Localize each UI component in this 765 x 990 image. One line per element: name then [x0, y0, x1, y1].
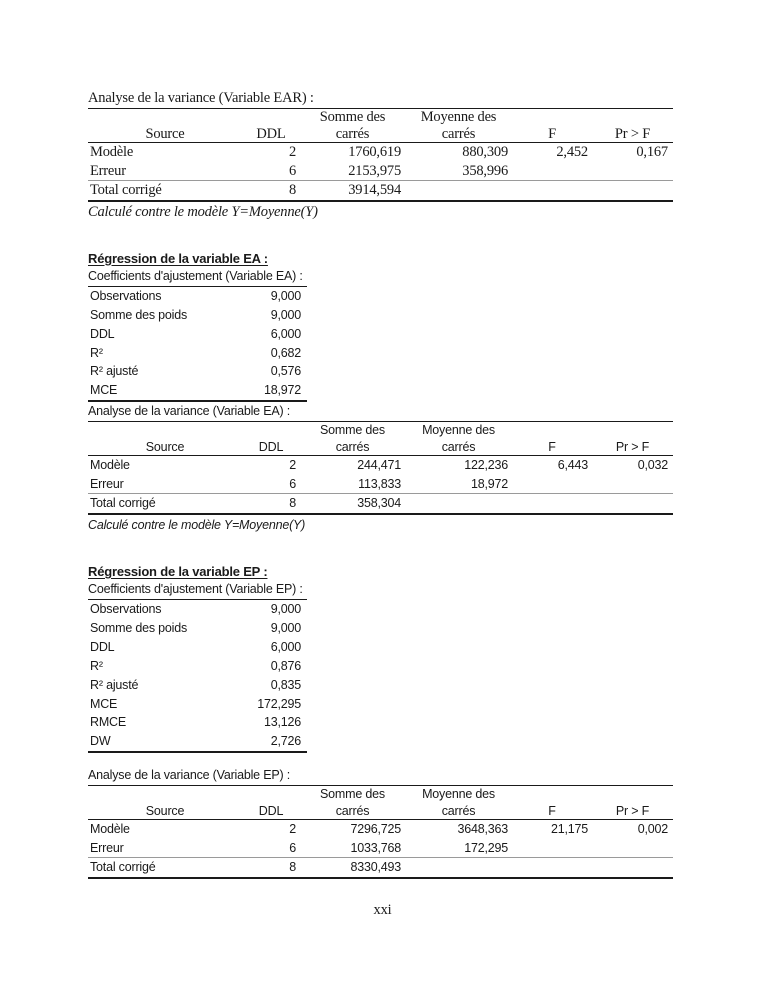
cell-somme-carres: 1760,619 [348, 144, 401, 160]
cell-moyenne-carres [405, 494, 512, 514]
cell-f: 21,175 [550, 822, 588, 837]
coef-value: 0,876 [270, 658, 301, 673]
coef-value: 9,000 [270, 288, 301, 303]
anova-header-row [88, 438, 673, 456]
coef-title-ep: Coefficients d'ajustement (Variable EP) : [88, 582, 307, 600]
header-source: Source [88, 802, 242, 820]
anova-header-top-row [88, 422, 673, 438]
coef-label: DDL [90, 326, 115, 341]
header-carres-ms: carrés [405, 438, 512, 456]
cell-source: Erreur [90, 476, 124, 491]
cell-ddl: 6 [288, 162, 296, 179]
header-pr-f: Pr > F [592, 125, 673, 143]
cell-source: Modèle [90, 458, 130, 473]
cell-ddl: 8 [242, 858, 300, 878]
header-somme-des: Somme des [320, 423, 385, 438]
coef-value: 13,126 [263, 715, 301, 730]
header-moyenne-des: Moyenne des [422, 423, 495, 438]
coef-value: 2,726 [270, 734, 301, 749]
cell-source: Total corrigé [88, 494, 242, 514]
coef-row [88, 306, 307, 325]
table-row-modele [88, 820, 673, 839]
cell-somme-carres: 8330,493 [300, 858, 405, 878]
coef-value: 172,295 [257, 696, 301, 711]
cell-moyenne-carres: 18,972 [470, 476, 508, 491]
page-number: xxi [373, 902, 392, 918]
header-carres-ms: carrés [405, 125, 512, 143]
coef-title-ea: Coefficients d'ajustement (Variable EA) : [88, 269, 307, 287]
cell-somme-carres: 2153,975 [348, 162, 401, 179]
cell-pr-f [592, 494, 673, 514]
cell-somme-carres: 7296,725 [350, 822, 401, 837]
coef-label: MCE [90, 383, 118, 398]
coef-label: Somme des poids [90, 307, 188, 322]
cell-somme-carres: 358,304 [300, 494, 405, 514]
header-moyenne-des: Moyenne des [420, 109, 497, 125]
coef-value: 0,576 [270, 364, 301, 379]
header-ddl: DDL [242, 125, 300, 143]
cell-source: Erreur [90, 840, 124, 855]
coef-row [88, 362, 307, 381]
coef-label: R² ajusté [90, 677, 139, 692]
cell-somme-carres: 1033,768 [350, 840, 401, 855]
cell-ddl: 2 [288, 144, 296, 160]
coef-label: Observations [90, 288, 162, 303]
coef-label: DW [90, 734, 111, 749]
cell-pr-f [592, 181, 673, 201]
coef-value: 9,000 [270, 307, 301, 322]
anova-table-ep [88, 786, 673, 879]
coef-row [88, 344, 307, 363]
coef-row [88, 600, 307, 619]
coef-row [88, 381, 307, 401]
cell-f [512, 162, 592, 181]
cell-pr-f: 0,032 [637, 458, 668, 473]
header-pr-f: Pr > F [592, 802, 673, 820]
cell-source: Modèle [90, 144, 134, 160]
cell-source: Erreur [90, 162, 126, 179]
table-row-total-corrige [88, 494, 673, 514]
coef-value: 9,000 [270, 602, 301, 616]
anova-title-ea: Analyse de la variance (Variable EA) : [88, 404, 673, 422]
table-row-modele [88, 456, 673, 475]
header-source: Source [88, 438, 242, 456]
coef-label: Observations [90, 602, 162, 616]
header-moyenne-des: Moyenne des [422, 787, 495, 802]
header-somme-des: Somme des [319, 109, 386, 125]
coef-value: 0,835 [270, 677, 301, 692]
header-carres-ms: carrés [405, 802, 512, 820]
cell-source: Total corrigé [88, 181, 242, 201]
coef-label: DDL [90, 639, 115, 654]
anova-header-top-row [88, 786, 673, 802]
cell-moyenne-carres: 358,996 [462, 162, 508, 179]
cell-pr-f [592, 839, 673, 858]
coef-row [88, 287, 307, 306]
coef-row [88, 638, 307, 657]
section-heading-ep: Régression de la variable EP : [88, 564, 268, 579]
coef-label: R² ajusté [90, 364, 139, 379]
cell-somme-carres: 244,471 [357, 458, 401, 473]
cell-source: Modèle [90, 822, 130, 837]
coef-row [88, 732, 307, 752]
header-carres-ss: carrés [300, 802, 405, 820]
coef-label: R² [90, 345, 103, 360]
anova-title-ep: Analyse de la variance (Variable EP) : [88, 768, 673, 786]
coef-row [88, 695, 307, 714]
cell-pr-f [592, 162, 673, 181]
coef-row [88, 657, 307, 676]
cell-ddl: 2 [289, 822, 296, 837]
cell-moyenne-carres: 172,295 [464, 840, 508, 855]
coef-row [88, 713, 307, 732]
cell-ddl: 2 [289, 458, 296, 473]
anova-title-ear: Analyse de la variance (Variable EAR) : [88, 91, 673, 109]
cell-ddl: 8 [242, 181, 300, 201]
anova-header-row [88, 802, 673, 820]
cell-ddl: 8 [242, 494, 300, 514]
coef-label: RMCE [90, 715, 127, 730]
cell-f: 2,452 [556, 144, 588, 160]
cell-f [512, 181, 592, 201]
cell-ddl: 6 [289, 840, 296, 855]
header-f: F [512, 438, 592, 456]
cell-pr-f [592, 475, 673, 494]
table-row-modele [88, 143, 673, 162]
coef-row [88, 325, 307, 344]
header-ddl: DDL [242, 438, 300, 456]
coef-label: R² [90, 658, 103, 673]
coef-table-ea [88, 287, 307, 402]
coef-value: 9,000 [270, 620, 301, 635]
header-pr-f: Pr > F [592, 438, 673, 456]
table-row-erreur [88, 839, 673, 858]
header-f: F [512, 125, 592, 143]
anova-table-ear [88, 109, 673, 202]
cell-pr-f [592, 858, 673, 878]
coef-label: MCE [90, 696, 118, 711]
header-f: F [512, 802, 592, 820]
coef-value: 6,000 [270, 639, 301, 654]
cell-moyenne-carres [405, 181, 512, 201]
cell-somme-carres: 113,833 [358, 476, 401, 491]
coef-row [88, 619, 307, 638]
cell-moyenne-carres [405, 858, 512, 878]
cell-f [512, 839, 592, 858]
cell-pr-f: 0,167 [636, 144, 668, 160]
cell-moyenne-carres: 3648,363 [457, 822, 508, 837]
cell-pr-f: 0,002 [637, 822, 668, 837]
header-source: Source [88, 125, 242, 143]
table-row-total-corrige [88, 181, 673, 201]
coef-table-ep [88, 600, 307, 753]
coef-label: Somme des poids [90, 620, 188, 635]
cell-f [512, 475, 592, 494]
table-row-erreur [88, 475, 673, 494]
coef-row [88, 676, 307, 695]
anova-table-ea [88, 422, 673, 515]
cell-f: 6,443 [557, 458, 588, 473]
anova-header-top-row [88, 109, 673, 125]
coef-value: 18,972 [263, 383, 301, 398]
cell-somme-carres: 3914,594 [300, 181, 405, 201]
cell-moyenne-carres: 880,309 [462, 144, 508, 160]
header-carres-ss: carrés [300, 438, 405, 456]
model-note-ear: Calculé contre le modèle Y=Moyenne(Y) [88, 203, 318, 220]
cell-moyenne-carres: 122,236 [464, 458, 508, 473]
table-row-total-corrige [88, 858, 673, 878]
anova-header-row [88, 125, 673, 143]
section-heading-ea: Régression de la variable EA : [88, 250, 268, 266]
header-somme-des: Somme des [320, 787, 385, 802]
header-carres-ss: carrés [300, 125, 405, 143]
table-row-erreur [88, 162, 673, 181]
model-note-ea: Calculé contre le modèle Y=Moyenne(Y) [88, 518, 306, 532]
coef-value: 6,000 [270, 326, 301, 341]
cell-f [512, 494, 592, 514]
cell-source: Total corrigé [88, 858, 242, 878]
coef-value: 0,682 [270, 345, 301, 360]
header-ddl: DDL [242, 802, 300, 820]
cell-f [512, 858, 592, 878]
cell-ddl: 6 [289, 476, 296, 491]
